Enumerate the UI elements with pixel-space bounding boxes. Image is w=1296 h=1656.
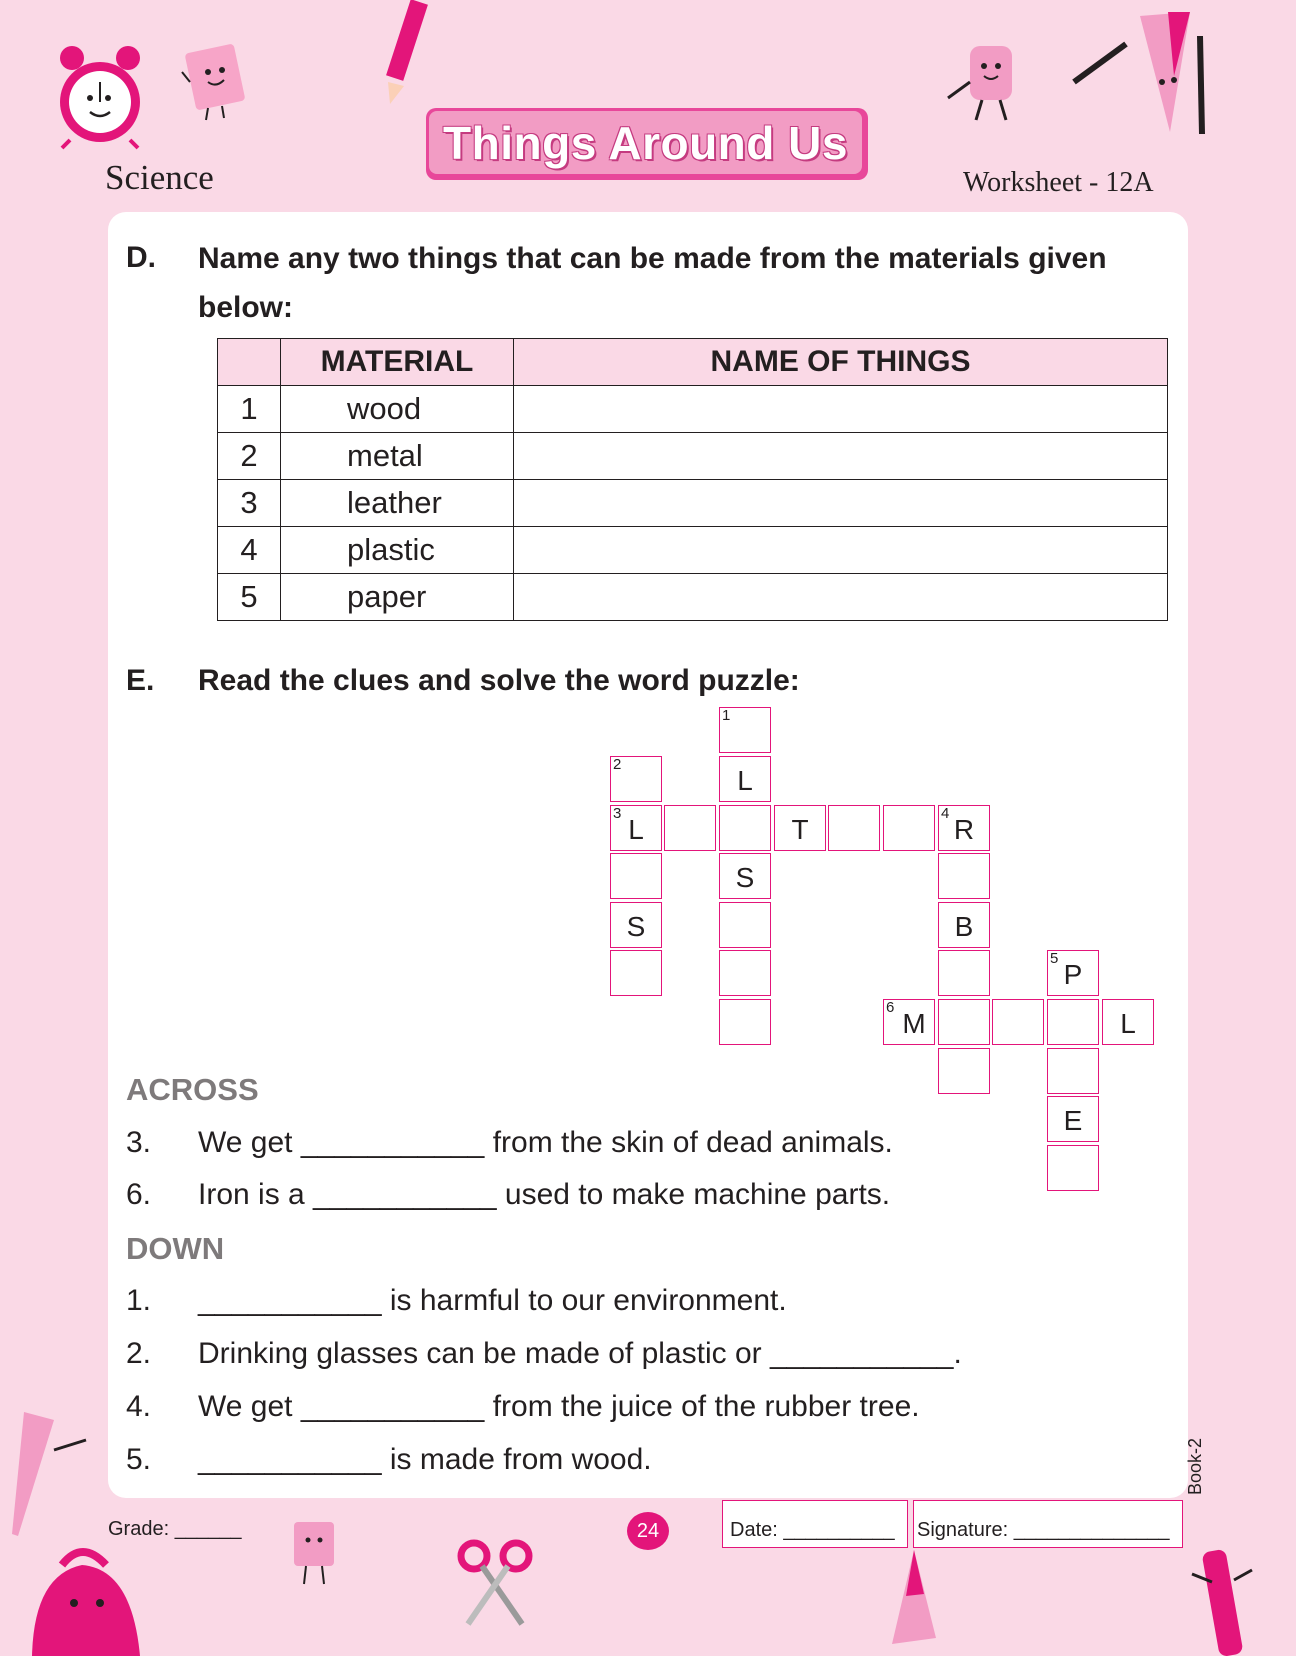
crossword-cell[interactable]	[719, 902, 771, 948]
table-header-row	[218, 339, 1168, 386]
crossword-cell[interactable]	[610, 756, 662, 802]
pen-illustration	[1190, 1540, 1260, 1656]
scissors-illustration	[456, 1538, 536, 1628]
crossword-cell[interactable]	[719, 999, 771, 1045]
clue-number: 2	[613, 756, 622, 773]
alarm-clock-illustration	[50, 40, 150, 150]
sharpener-illustration	[284, 1518, 344, 1588]
clue-num: 1.	[126, 1284, 152, 1317]
clue-text: ___________ is made from wood.	[198, 1443, 652, 1476]
crossword-cell[interactable]	[938, 902, 990, 948]
crossword-cell[interactable]	[610, 805, 662, 851]
crossword-cell[interactable]	[610, 902, 662, 948]
cell-letter: S	[626, 911, 646, 942]
row-material: metal	[281, 433, 514, 480]
crossword-cell[interactable]	[1102, 999, 1154, 1045]
section-d-question-line1: Name any two things that can be made from the materials given	[198, 242, 1107, 275]
row-number: 3	[218, 480, 281, 527]
backpack-illustration	[22, 1535, 152, 1656]
row-things-answer[interactable]	[514, 480, 1168, 527]
crossword-cell[interactable]	[883, 999, 935, 1045]
crossword-cell[interactable]	[828, 805, 880, 851]
cell-letter: L	[628, 814, 644, 845]
clue-number: 5	[1050, 950, 1059, 967]
table-header-material: MATERIAL	[281, 339, 514, 386]
table-row	[218, 480, 1168, 527]
crossword-cell[interactable]	[938, 1048, 990, 1094]
crossword-cell[interactable]	[774, 805, 826, 851]
worksheet-number: Worksheet - 12A	[963, 167, 1154, 198]
clue-number: 1	[722, 707, 731, 724]
crossword-cell[interactable]	[938, 853, 990, 899]
row-things-answer[interactable]	[514, 386, 1168, 433]
row-number: 2	[218, 433, 281, 480]
cell-letter: L	[737, 765, 753, 796]
cell-letter: B	[954, 911, 974, 942]
ruler-illustration	[10, 1410, 90, 1540]
clue-text: Iron is a ___________ used to make machine parts.	[198, 1178, 891, 1211]
crossword-cell[interactable]	[992, 999, 1044, 1045]
crossword-cell[interactable]	[719, 950, 771, 996]
crossword-cell[interactable]	[664, 805, 716, 851]
cell-letter: E	[1063, 1105, 1083, 1136]
down-heading: DOWN	[126, 1231, 225, 1266]
crossword-cell[interactable]	[1047, 1145, 1099, 1191]
row-things-answer[interactable]	[514, 527, 1168, 574]
cell-letter: M	[902, 1008, 926, 1039]
clue-number: 3	[613, 805, 622, 822]
subject-label: Science	[105, 158, 214, 197]
crossword-cell[interactable]	[610, 950, 662, 996]
eraser-illustration	[942, 42, 1032, 122]
signature-field[interactable]: Signature: ______________	[913, 1500, 1183, 1548]
row-things-answer[interactable]	[514, 574, 1168, 621]
crossword-cell[interactable]	[938, 999, 990, 1045]
crossword-cell[interactable]	[719, 805, 771, 851]
row-number: 4	[218, 527, 281, 574]
section-e-question: Read the clues and solve the word puzzle:	[198, 664, 800, 697]
clue-num: 6.	[126, 1178, 152, 1211]
crayon-illustration	[884, 1548, 954, 1656]
row-material: paper	[281, 574, 514, 621]
crossword-cell[interactable]	[938, 805, 990, 851]
page-number-badge: 24	[627, 1512, 669, 1550]
notepad-illustration	[178, 42, 258, 122]
table-row	[218, 527, 1168, 574]
cell-letter: P	[1063, 959, 1083, 990]
clue-text: ___________ is harmful to our environment.	[198, 1284, 787, 1317]
row-material: plastic	[281, 527, 514, 574]
worksheet-title-banner	[426, 108, 868, 180]
table-row	[218, 386, 1168, 433]
cell-letter: S	[735, 862, 755, 893]
crossword-cell[interactable]	[610, 853, 662, 899]
crossword-cell[interactable]	[719, 756, 771, 802]
pencil-illustration	[378, 0, 438, 110]
row-number: 5	[218, 574, 281, 621]
clue-number: 4	[941, 805, 950, 822]
crossword-cell[interactable]	[1047, 1096, 1099, 1142]
row-things-answer[interactable]	[514, 433, 1168, 480]
row-number: 1	[218, 386, 281, 433]
table-row	[218, 433, 1168, 480]
table-row	[218, 574, 1168, 621]
date-field[interactable]: Date: __________	[722, 1500, 908, 1548]
cell-letter: R	[953, 814, 975, 845]
crossword-cell[interactable]	[719, 707, 771, 753]
crossword-cell[interactable]	[719, 853, 771, 899]
cell-letter: L	[1120, 1008, 1136, 1039]
crossword-cell[interactable]	[1047, 999, 1099, 1045]
materials-table	[217, 338, 1168, 621]
grade-field[interactable]: Grade: ______	[108, 1518, 242, 1540]
table-header-number	[218, 339, 281, 386]
row-material: wood	[281, 386, 514, 433]
crossword-cell[interactable]	[1047, 950, 1099, 996]
clue-num: 4.	[126, 1390, 152, 1423]
clue-num: 2.	[126, 1337, 152, 1370]
across-heading: ACROSS	[126, 1072, 259, 1107]
clue-num: 3.	[126, 1126, 152, 1159]
clue-text: We get ___________ from the juice of the rubber tree.	[198, 1390, 920, 1423]
book-label: Book-2	[1185, 1437, 1205, 1495]
row-material: leather	[281, 480, 514, 527]
clue-text: Drinking glasses can be made of plastic or ___________.	[198, 1337, 962, 1370]
section-e-label: E.	[126, 664, 155, 697]
clue-text: We get ___________ from the skin of dead animals.	[198, 1126, 893, 1159]
section-d-label: D.	[126, 241, 156, 274]
clue-num: 5.	[126, 1443, 152, 1476]
pencil-character-illustration	[1070, 6, 1210, 136]
crossword-cell[interactable]	[883, 805, 935, 851]
section-d-question-line2: below:	[198, 291, 293, 324]
clue-number: 6	[886, 999, 895, 1016]
table-header-things: NAME OF THINGS	[514, 339, 1168, 386]
crossword-cell[interactable]	[938, 950, 990, 996]
worksheet-title: Things Around Us	[429, 111, 862, 174]
cell-letter: T	[791, 814, 809, 845]
crossword-cell[interactable]	[1047, 1048, 1099, 1094]
